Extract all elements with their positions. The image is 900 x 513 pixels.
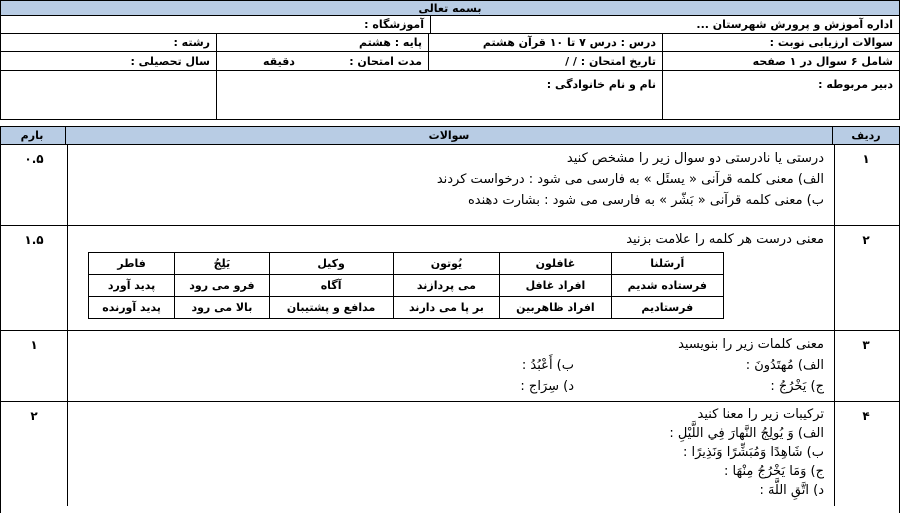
question-row-3	[0, 330, 900, 402]
word-cell: یُوتون	[393, 253, 500, 275]
question-body	[67, 225, 835, 330]
lesson-label: درس : درس ۷ تا ۱۰ قرآن هشتم	[482, 36, 656, 49]
question-score: ۱.۵	[24, 233, 44, 247]
word-meaning-table	[88, 252, 724, 319]
question-body	[67, 330, 835, 401]
option-cell[interactable]: فرستاده شدیم	[611, 275, 723, 297]
word-cell: فاطر	[89, 253, 175, 275]
header-row-2	[0, 33, 900, 52]
question-line: ب) معنی کلمه قرآنی « بَشّر » به فارسی می شود : بشارت دهنده	[468, 193, 824, 208]
question-instruction: معنی کلمات زیر را بنویسید	[678, 337, 824, 352]
answer-item: ب) أَعْبُدُ :	[521, 358, 574, 373]
exam-date-label: تاریخ امتحان : / /	[565, 54, 656, 68]
duration-label: مدت امتحان :	[349, 54, 422, 68]
student-name-label: نام و نام خانوادگی :	[546, 78, 656, 91]
option-cell[interactable]: مدافع و پشتیبان	[269, 297, 393, 319]
header-row-3	[0, 51, 900, 71]
question-instruction: معنی درست هر کلمه را علامت بزنید	[626, 232, 824, 247]
exam-date-cell	[429, 52, 663, 70]
option-cell[interactable]: فرو می رود	[175, 275, 269, 297]
answer-item: ج) يَخْرُجُ :	[770, 379, 824, 394]
option-cell[interactable]: پدید آورنده	[89, 297, 175, 319]
teacher-cell	[663, 71, 899, 119]
option-cell[interactable]: آگاه	[269, 275, 393, 297]
header-row-1	[0, 15, 900, 34]
pages-cell	[663, 52, 899, 70]
table-row-option-2	[89, 297, 724, 319]
grade-label: پایه : هشتم	[358, 36, 422, 49]
question-score: ۲	[30, 409, 38, 423]
question-line: ب) شَاهِدًا وَمُبَشِّرًا وَنَذِيرًا :	[682, 445, 824, 460]
answer-pair	[64, 376, 824, 397]
word-cell: غافلون	[500, 253, 611, 275]
word-cell: وکیل	[269, 253, 393, 275]
student-name-cell	[217, 71, 663, 119]
question-score: ۰.۵	[24, 152, 44, 166]
field-cell	[0, 34, 217, 51]
table-row-option-1	[89, 275, 724, 297]
exam-name-cell	[663, 34, 899, 51]
option-cell[interactable]: می پردازند	[393, 275, 500, 297]
duration-cell	[217, 52, 429, 70]
question-number: ۱	[862, 152, 870, 166]
question-score: ۱	[30, 338, 38, 352]
option-cell[interactable]: بالا می رود	[175, 297, 269, 319]
col-row-label: ردیف	[851, 129, 881, 142]
question-line: د) اتَّقِ اللَّهَ :	[759, 483, 824, 498]
question-line: الف) معنی کلمه قرآنی « یسئَل » به فارسی می شود : درخواست کردند	[436, 172, 824, 187]
table-row-words	[89, 253, 724, 275]
question-line: ج) وَمَا يَخْرُجُ مِنْهَا :	[724, 464, 824, 479]
teacher-label: دبیر مربوطه :	[818, 78, 893, 91]
academic-year-label: سال تحصیلی :	[130, 54, 210, 68]
field-label: رشته :	[173, 36, 210, 49]
question-number: ۲	[862, 233, 870, 247]
question-body	[67, 144, 835, 225]
option-cell[interactable]: پدید آورد	[89, 275, 175, 297]
answer-item: د) سِرَاج :	[520, 379, 574, 394]
department-label: اداره آموزش و پرورش شهرستان ...	[696, 18, 893, 31]
option-cell[interactable]: بر پا می دارند	[393, 297, 500, 319]
question-line: ترکیبات زیر را معنا کنید	[697, 407, 824, 422]
word-cell: یَلِجُ	[175, 253, 269, 275]
col-questions	[65, 127, 833, 144]
option-cell[interactable]: فرستادیم	[611, 297, 723, 319]
question-body	[67, 401, 835, 506]
question-row-4	[0, 401, 900, 513]
option-cell[interactable]: افراد غافل	[500, 275, 611, 297]
school-label: آموزشگاه :	[364, 18, 424, 31]
pages-label: شامل ۶ سوال در ۱ صفحه	[752, 54, 893, 68]
column-header	[0, 126, 900, 145]
word-cell: اَرسَلنا	[611, 253, 723, 275]
col-questions-label: سوالات	[428, 129, 470, 142]
exam-name-label: سوالات ارزیابی نوبت :	[769, 36, 893, 49]
question-line: الف) وَ يُولِجُ النَّهارَ فِي اللَّيْلِ :	[669, 426, 824, 441]
option-cell[interactable]: افراد ظاهربین	[500, 297, 611, 319]
question-row-1	[0, 144, 900, 226]
academic-year-cell	[0, 52, 217, 70]
answer-item: الف) مُهتَدُونَ :	[745, 358, 824, 373]
question-number: ۴	[862, 409, 870, 423]
col-row	[833, 127, 899, 144]
question-row-2	[0, 225, 900, 331]
duration-unit: دقیقه	[263, 54, 295, 68]
lesson-cell	[429, 34, 663, 51]
department-cell	[431, 16, 899, 33]
header-row-4	[0, 70, 900, 120]
blank-cell	[0, 71, 217, 119]
page-title: بسمه تعالی	[0, 0, 900, 16]
col-score-label: بارم	[20, 129, 44, 142]
grade-cell	[217, 34, 429, 51]
school-cell	[0, 16, 431, 33]
question-line: درستی یا نادرستی دو سوال زیر را مشخص کنید	[566, 151, 824, 166]
col-score	[0, 127, 65, 144]
question-number: ۳	[862, 338, 870, 352]
answer-pair	[64, 355, 824, 376]
